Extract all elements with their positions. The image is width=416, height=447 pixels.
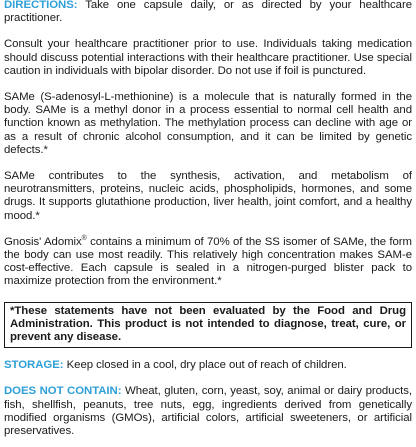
storage-paragraph (4, 359, 412, 372)
does-not-contain-label: DOES NOT CONTAIN: (4, 385, 122, 398)
adomix-brand: Gnosis' Adomix (4, 235, 82, 248)
directions-text: Take one capsule daily, or as directed by your healthcare practitioner. (4, 0, 412, 25)
storage-text: Keep closed in a cool, dry place out of reach of children. (63, 359, 347, 372)
storage-label: STORAGE: (4, 359, 64, 372)
adomix-paragraph (4, 236, 412, 289)
same-intro-paragraph: SAMe (S-adenosyl-L-methionine) is a molecule that is naturally formed in the body. SAMe is a methyl donor in a process essential to normal cell health and function known as methylation. The methylation process can decline with age or as a result of chronic alcohol consumption, and it can be limited by genetic defects.* (4, 91, 412, 156)
registered-mark: ® (81, 235, 87, 243)
fda-disclaimer-box: *These statements have not been evaluated by the Food and Drug Administration. This product is not intended to diagnose, treat, cure, or prevent any disease. (4, 302, 412, 349)
does-not-contain-text: Wheat, gluten, corn, yeast, soy, animal or dairy products, fish, shellfish, peanuts, tree nuts, egg, ingredients derived from genetically modified organisms (GMOs), artificial colors, artificial sweeteners, or artificial preservatives. (4, 385, 412, 438)
does-not-contain-paragraph (4, 385, 412, 438)
caution-paragraph: Consult your healthcare practitioner prior to use. Individuals taking medication should discuss potential interactions with their healthcare practitioner. Use special caution in individuals with bipolar disorder. Do not use if foil is punctured. (4, 38, 412, 77)
adomix-text: contains a minimum of 70% of the SS isomer of SAMe, the form the body can use most readily. This relatively high concentration makes SAM-e cost-effective. Each capsule is sealed in a nitrogen-purged blister pack to maximize protection from the environment.* (4, 235, 412, 288)
directions-label: DIRECTIONS: (4, 0, 78, 11)
directions-paragraph (4, 0, 412, 25)
same-functions-paragraph: SAMe contributes to the synthesis, activation, and metabolism of neurotransmitters, proteins, nucleic acids, phospholipids, hormones, and some drugs. It supports glutathione production, liver health, joint comfort, and a healthy mood.* (4, 170, 412, 222)
